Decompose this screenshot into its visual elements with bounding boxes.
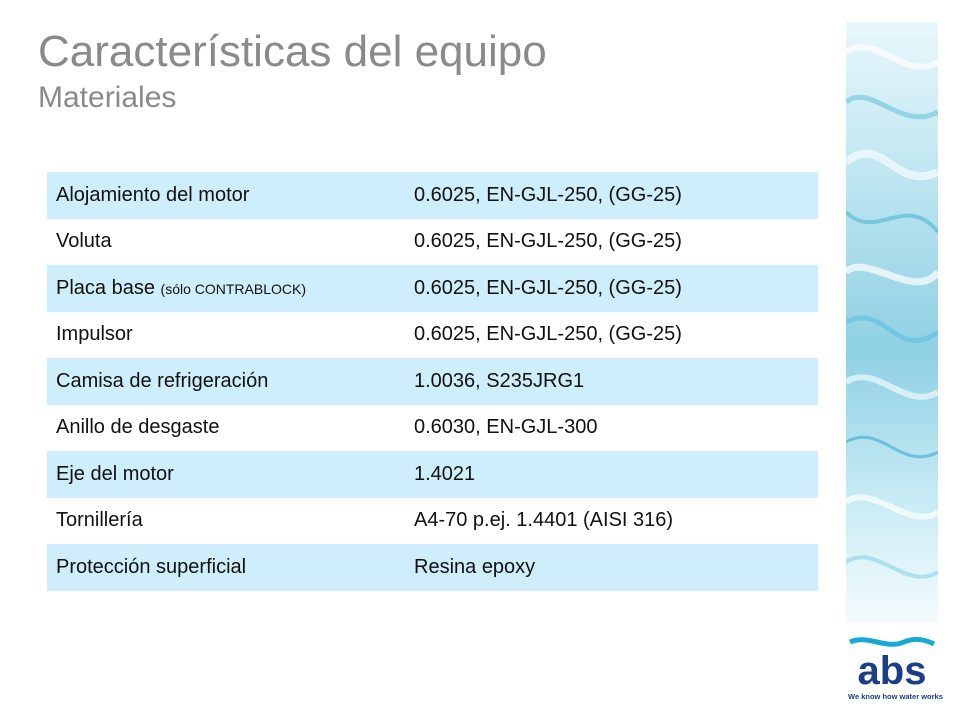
table-row [47, 265, 818, 312]
material-value: A4-70 p.ej. 1.4401 (AISI 316) [414, 509, 674, 532]
table-row [47, 312, 818, 359]
table-row [47, 172, 818, 219]
material-name: Voluta [56, 230, 112, 253]
material-value: 0.6030, EN-GJL-300 [414, 416, 598, 439]
material-name: Placa base [56, 276, 155, 299]
materials-table [47, 172, 818, 591]
material-value: 1.0036, S235JRG1 [414, 369, 585, 392]
water-image [846, 22, 938, 622]
material-value: 0.6025, EN-GJL-250, (GG-25) [414, 230, 682, 253]
material-value: 0.6025, EN-GJL-250, (GG-25) [414, 183, 682, 206]
table-row [47, 358, 818, 405]
material-name: Camisa de refrigeración [56, 369, 269, 392]
table-row [47, 451, 818, 498]
material-name: Protección superficial [56, 555, 247, 578]
table-row [47, 405, 818, 452]
material-value: Resina epoxy [414, 555, 536, 578]
water-ripples [846, 22, 938, 622]
material-name: Tornillería [56, 509, 143, 532]
material-name-cell [47, 277, 405, 300]
logo-text: abs [857, 649, 927, 692]
material-name: Impulsor [56, 323, 133, 346]
table-row [47, 544, 818, 591]
table-row [47, 498, 818, 545]
material-name: Alojamiento del motor [56, 183, 250, 206]
material-value: 1.4021 [414, 462, 476, 485]
material-value: 0.6025, EN-GJL-250, (GG-25) [414, 323, 682, 346]
page-title: Características del equipo [38, 27, 547, 76]
material-name: Anillo de desgaste [56, 416, 220, 439]
page-subtitle: Materiales [38, 81, 177, 114]
table-row [47, 219, 818, 266]
abs-logo-mark [846, 632, 938, 692]
material-name: Eje del motor [56, 462, 174, 485]
material-value: 0.6025, EN-GJL-250, (GG-25) [414, 276, 682, 299]
material-note: (sólo CONTRABLOCK) [160, 280, 306, 297]
logo-tagline: We know how water works [848, 692, 943, 701]
